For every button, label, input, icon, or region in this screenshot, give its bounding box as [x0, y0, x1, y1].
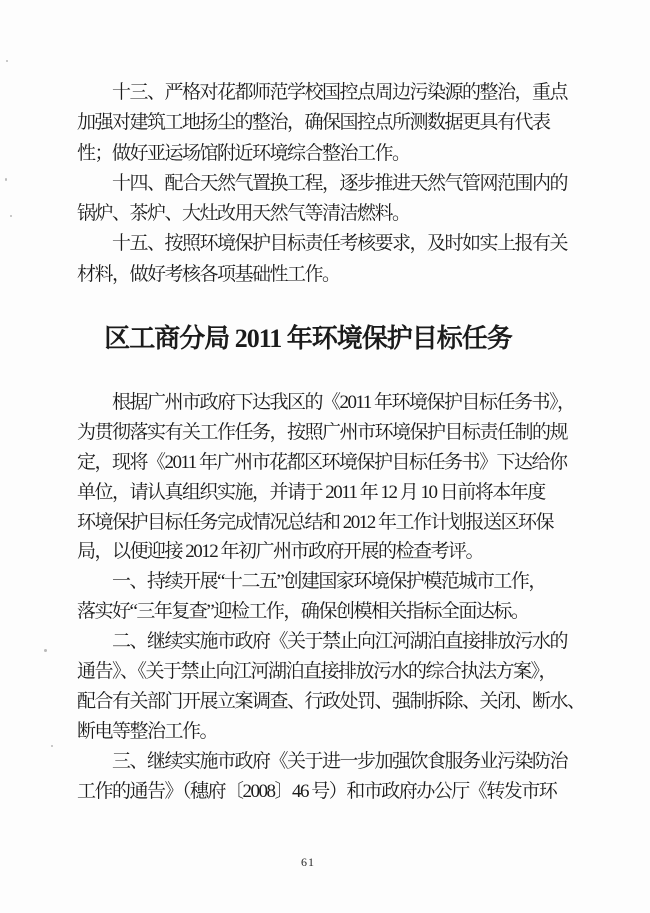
text-line: 十五、按照环境保护目标责任考核要求，及时如实上报有关 — [112, 233, 568, 255]
text-line: 锅炉、茶炉、大灶改用天然气等清洁燃料。 — [77, 203, 410, 225]
scan-speck — [10, 215, 12, 217]
text-line: 单位，请认真组织实施，并请于 2011 年 12 月 10 日前将本年度 — [77, 481, 545, 503]
text-line: 性；做好亚运场馆附近环境综合整治工作。 — [77, 142, 410, 164]
text-line: 十三、严格对花都师范学校国控点周边污染源的整治，重点 — [112, 82, 568, 103]
scan-speck — [44, 649, 47, 652]
text-line: 二、继续实施市政府《关于禁止向江河湖泊直接排放污水的 — [112, 631, 568, 653]
text-line: 环境保护目标任务完成情况总结和 2012 年工作计划报送区环保 — [77, 511, 554, 533]
text-line: 通告》、《关于禁止向江河湖泊直接排放污水的综合执法方案》， — [77, 661, 557, 683]
scan-speck — [51, 745, 53, 747]
scan-speck — [6, 60, 8, 62]
text-line: 局，以便迎接 2012 年初广州市政府开展的检查考评。 — [77, 541, 484, 563]
text-line: 材料，做好考核各项基础性工作。 — [77, 263, 340, 285]
text-line: 断电等整治工作。 — [77, 720, 218, 742]
text-line: 根据广州市政府下达我区的《2011 年环境保护目标任务书》， — [112, 392, 575, 413]
text-line: 为贯彻落实有关工作任务，按照广州市环境保护目标责任制的规 — [77, 421, 568, 443]
document-title: 区工商分局 2011 年环境保护目标任务 — [104, 324, 512, 353]
top-paragraphs — [77, 78, 568, 290]
text-line: 定，现将《2011 年广州市花都区环境保护目标任务书》下达给你 — [77, 451, 567, 473]
text-line: 一、持续开展“十二五”创建国家环境保护模范城市工作， — [112, 571, 546, 593]
scan-speck — [5, 178, 7, 181]
text-line: 加强对建筑工地扬尘的整治，确保国控点所测数据更具有代表 — [77, 112, 550, 134]
text-line: 三、继续实施市政府《关于进一步加强饮食服务业污染防治 — [112, 750, 568, 772]
text-line: 配合有关部门开展立案调查、行政处罚、强制拆除、关闭、断水、 — [77, 690, 585, 712]
text-line: 落实好“三年复查”迎检工作，确保创模相关指标全面达标。 — [77, 601, 529, 623]
page-number: 61 — [301, 855, 315, 869]
text-line: 十四、配合天然气置换工程，逐步推进天然气管网范围内的 — [112, 172, 568, 194]
body-paragraphs — [77, 388, 585, 806]
text-line: 工作的通告》（穗府〔2008〕46 号）和市政府办公厅《转发市环 — [77, 780, 557, 802]
